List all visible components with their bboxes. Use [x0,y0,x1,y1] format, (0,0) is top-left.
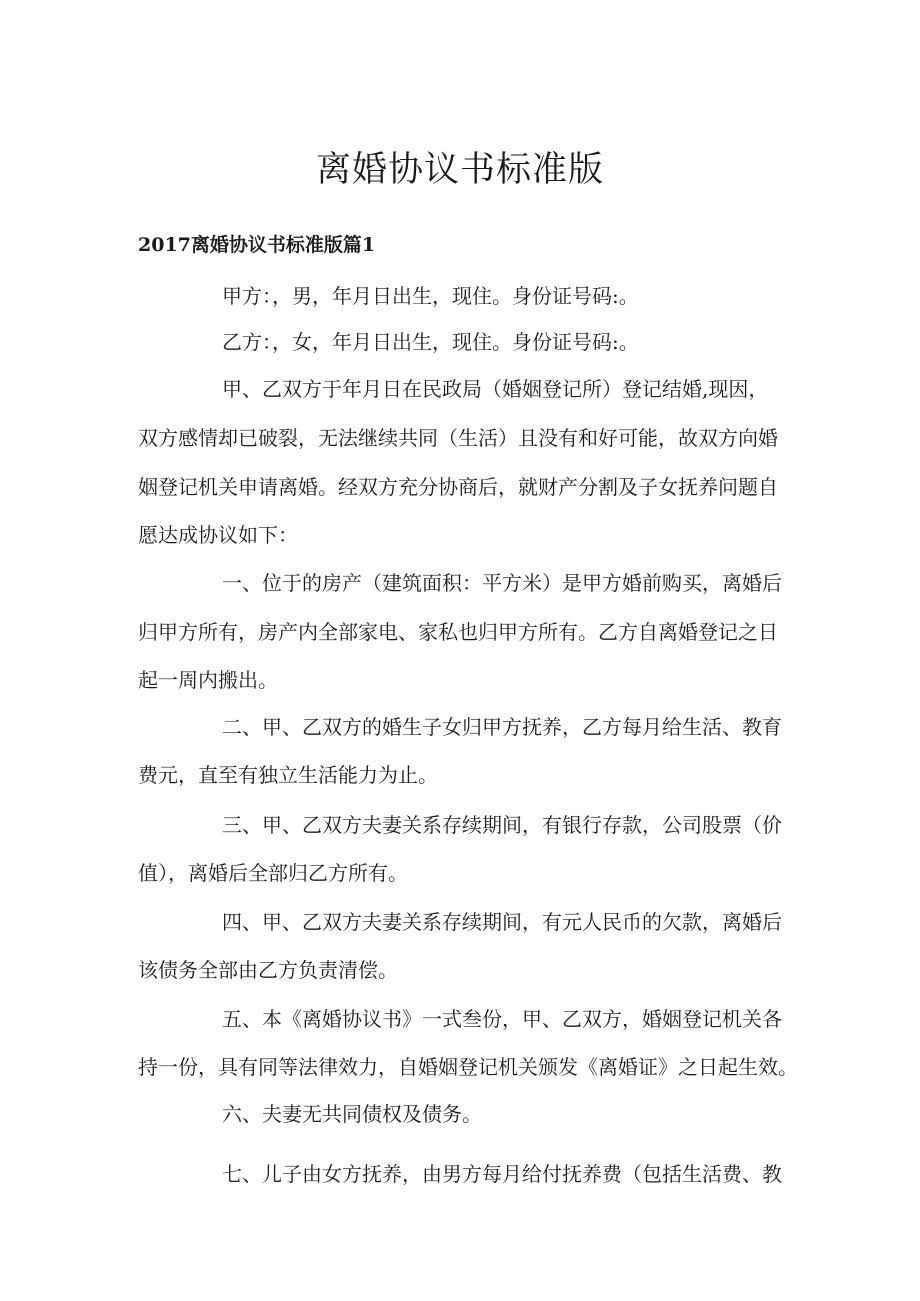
preamble-line-1: 甲、乙双方于年月日在民政局（婚姻登记所）登记结婚,现因， [222,377,769,401]
party-b-line: 乙方：，女，年月日出生，现住。身份证号码:。 [222,330,639,354]
clause-1-line-2: 归甲方所有，房产内全部家电、家私也归甲方所有。乙方自离婚登记之日 [138,620,778,644]
clause-7-line-1: 七、儿子由女方抚养，由男方每月给付抚养费（包括生活费、教 [222,1162,782,1186]
clause-1-line-1: 一、位于的房产（建筑面积：平方米）是甲方婚前购买，离婚后 [222,571,782,595]
clause-4-line-2: 该债务全部由乙方负责清偿。 [138,958,398,982]
preamble-line-3: 姻登记机关申请离婚。经双方充分协商后，就财产分割及子女抚养问题自 [138,475,778,499]
party-a-line: 甲方：，男，年月日出生，现住。身份证号码:。 [222,284,639,308]
document-subtitle: 2017离婚协议书标准版篇1 [138,234,376,256]
clause-2-line-2: 费元，直至有独立生活能力为止。 [138,763,438,787]
clause-4-line-1: 四、甲、乙双方夫妻关系存续期间，有元人民币的欠款，离婚后 [222,910,782,934]
document-title: 离婚协议书标准版 [315,150,604,190]
preamble-line-4: 愿达成协议如下： [138,523,298,547]
preamble-line-2: 双方感情却已破裂，无法继续共同（生活）且没有和好可能，故双方向婚 [138,426,778,450]
clause-5-line-1: 五、本《离婚协议书》一式叁份，甲、乙双方，婚姻登记机关各 [222,1007,782,1031]
clause-3-line-1: 三、甲、乙双方夫妻关系存续期间，有银行存款，公司股票（价 [222,813,782,837]
clause-3-line-2: 值），离婚后全部归乙方所有。 [138,861,408,885]
clause-2-line-1: 二、甲、乙双方的婚生子女归甲方抚养，乙方每月给生活、教育 [222,715,782,739]
clause-1-line-3: 起一周内搬出。 [138,668,278,692]
clause-5-line-2: 持一份，具有同等法律效力，自婚姻登记机关颁发《离婚证》之日起生效。 [138,1055,798,1079]
clause-6-line-1: 六、夫妻无共同债权及债务。 [222,1102,482,1126]
